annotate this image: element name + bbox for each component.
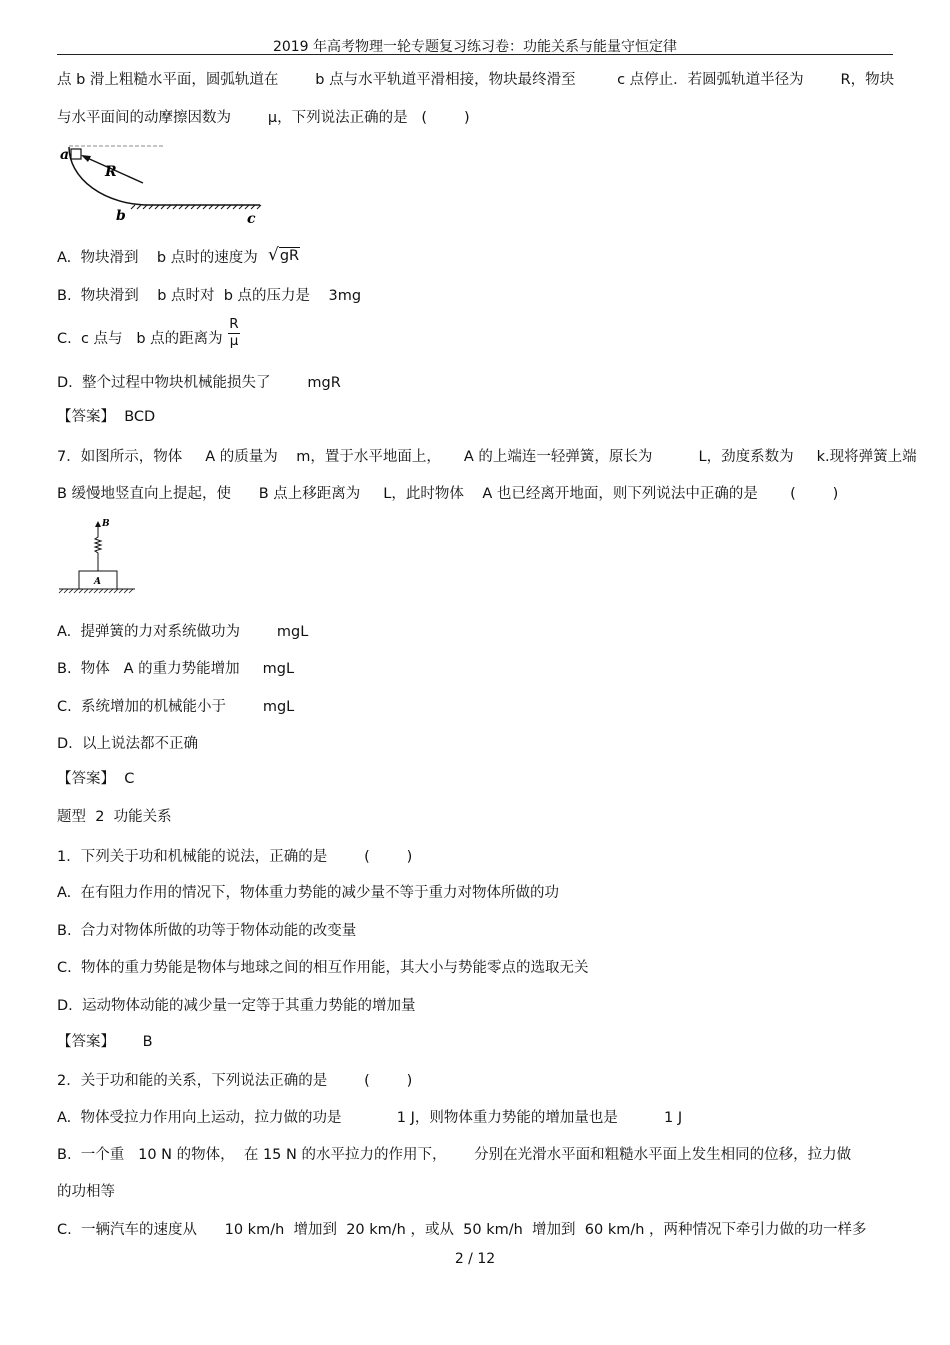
sqrt-radicand: gR [279, 248, 300, 264]
fraction-numerator: R [229, 316, 239, 332]
q7-stem-line-2: B 缓慢地竖直向上提起，使 B 点上移距离为 L，此时物体 A 也已经离开地面，则下列说法中正确的是 ( ) [57, 486, 839, 502]
q6-label-R: R [105, 164, 117, 180]
page-header: 2019 年高考物理一轮专题复习练习卷：功能关系与能量守恒定律 [272, 39, 678, 55]
s1-stem: 1．下列关于功和机械能的说法，正确的是 ( ) [57, 849, 413, 865]
header-divider [57, 54, 893, 55]
q6-label-b: b [116, 208, 126, 224]
s1-option-c: C. 物体的重力势能是物体与地球之间的相互作用能，其大小与势能零点的选取无关 [57, 960, 589, 976]
page-number: 2 / 12 [454, 1251, 496, 1267]
q6-option-b: B. 物块滑到 b 点时对 b 点的压力是 3mg [57, 288, 362, 304]
q6-option-d: D. 整个过程中物块机械能损失了 mgR [57, 375, 341, 391]
section-title: 题型 2 功能关系 [57, 809, 172, 825]
s2-option-c: C. 一辆汽车的速度从 10 km/h 增加到 20 km/h ，或从 50 km/h 增加到 60 km/h ，两种情况下牵引力做的功一样多 [57, 1222, 867, 1238]
s2-option-b-line-1: B. 一个重 10 N 的物体， 在 15 N 的水平拉力的作用下， 分别在光滑水平面和粗糙水平面上发生相同的位移，拉力做 [57, 1147, 852, 1163]
q6-stem-line-1: 点 b 滑上粗糙水平面，圆弧轨道在 b 点与水平轨道平滑相接，物块最终滑至 c 点停止．若圆弧轨道半径为 R，物块 [57, 72, 895, 88]
s2-option-a: A. 物体受拉力作用向上运动，拉力做的功是 1 J，则物体重力势能的增加量也是 1 J [57, 1110, 683, 1126]
q7-label-A: A [94, 577, 101, 587]
q7-stem-line-1: 7．如图所示，物体 A 的质量为 m，置于水平地面上， A 的上端连一轻弹簧，原长为 L，劲度系数为 k.现将弹簧上端 [57, 449, 917, 465]
fraction-R-over-mu [226, 316, 242, 350]
q7-answer: 【答案】 C [57, 771, 135, 787]
q7-option-a: A. 提弹簧的力对系统做功为 mgL [57, 624, 309, 640]
q7-option-b: B. 物体 A 的重力势能增加 mgL [57, 661, 295, 677]
q7-spring-figure [55, 515, 140, 600]
q6-label-c: c [247, 211, 256, 227]
q7-label-B: B [102, 519, 110, 529]
q6-option-a: A. 物块滑到 b 点时的速度为 [57, 250, 258, 266]
sqrt-expression [268, 245, 300, 265]
s1-option-b: B. 合力对物体所做的功等于物体动能的改变量 [57, 923, 357, 939]
s2-stem: 2．关于功和能的关系，下列说法正确的是 ( ) [57, 1073, 413, 1089]
fraction-denominator: μ [229, 333, 239, 349]
s1-answer: 【答案】 B [57, 1034, 153, 1050]
s1-option-a: A. 在有阻力作用的情况下，物体重力势能的减少量不等于重力对物体所做的功 [57, 885, 559, 901]
q6-track-figure [55, 143, 270, 228]
q6-answer: 【答案】 BCD [57, 409, 156, 425]
q6-option-c: C. c 点与 b 点的距离为 [57, 331, 223, 347]
q6-stem-line-2: 与水平面间的动摩擦因数为 μ，下列说法正确的是 ( ) [57, 110, 470, 126]
q7-option-d: D. 以上说法都不正确 [57, 736, 198, 752]
s2-option-b-line-2: 的功相等 [57, 1184, 115, 1200]
s1-option-d: D. 运动物体动能的减少量一定等于其重力势能的增加量 [57, 998, 416, 1014]
sqrt-icon: √ [268, 245, 279, 265]
fraction-bar [228, 333, 240, 334]
q7-option-c: C. 系统增加的机械能小于 mgL [57, 699, 295, 715]
q6-label-a: a [60, 147, 70, 163]
